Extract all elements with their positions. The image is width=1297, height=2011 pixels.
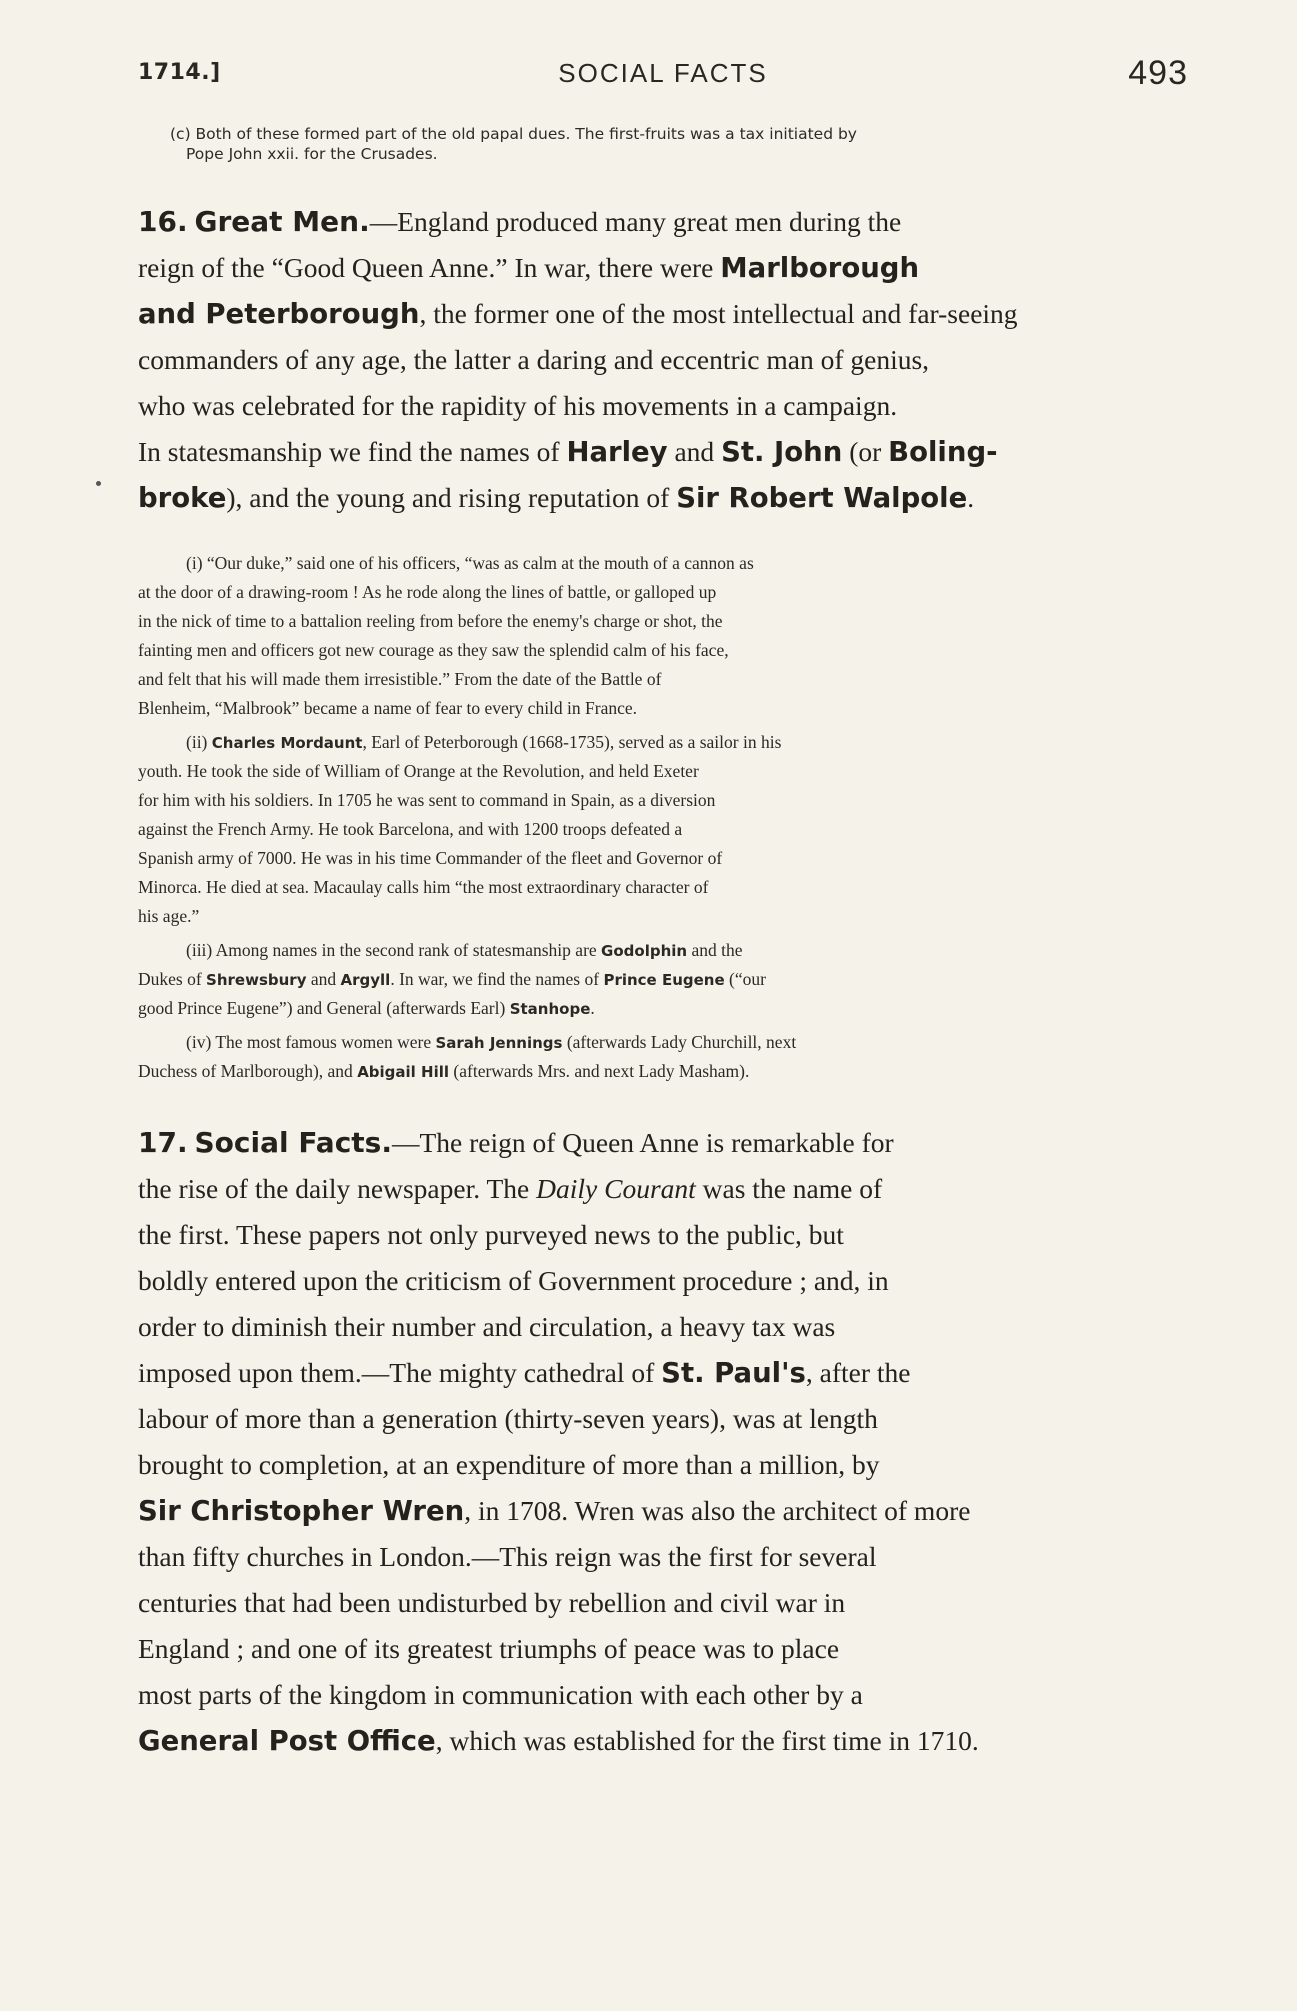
section16-line	[138, 481, 1188, 515]
section17-line: the first. These papers not only purveyed news to the public, but	[138, 1219, 844, 1250]
section17-number: 17.	[138, 1126, 188, 1159]
footnote-line: Spanish army of 7000. He was in his time Commander of the fleet and Governor of	[138, 848, 723, 868]
footnote-line: Minorca. He died at sea. Macaulay calls him “the most extraordinary character of	[138, 877, 709, 897]
section16-text: .	[967, 482, 975, 513]
section17-line	[138, 1494, 1188, 1528]
name-charles-mordaunt: Charles Mordaunt	[211, 734, 363, 752]
section17-text: imposed upon them.—The mighty cathedral of	[138, 1357, 662, 1388]
footnote-line	[138, 996, 1188, 1021]
footnote-line: in the nick of time to a battalion reeling from before the enemy's charge or shot, the	[138, 611, 723, 631]
top-note-line: (c) Both of these formed part of the old papal dues. The first-fruits was a tax initiated by	[170, 125, 857, 143]
name-peterborough: and Peterborough	[138, 298, 420, 330]
section17-line: brought to completion, at an expenditure of more than a million, by	[138, 1449, 880, 1480]
name-sarah-jennings: Sarah Jennings	[435, 1034, 563, 1052]
name-stanhope: Stanhope	[509, 1000, 591, 1018]
footnote-text: , Earl of Peterborough (1668-1735), served as a sailor in his	[362, 732, 782, 752]
section16-line	[138, 251, 1188, 285]
footnote-text: (ii)	[186, 732, 212, 752]
footnote-line: (i) “Our duke,” said one of his officers, “was as calm at the mouth of a cannon as	[186, 553, 754, 573]
section17-line	[138, 1126, 1188, 1160]
footnote-text: (iii) Among names in the second rank of statesmanship are	[186, 940, 602, 960]
section16-line	[138, 435, 1188, 469]
footnote-line: at the door of a drawing-room ! As he rode along the lines of battle, or galloped up	[138, 582, 717, 602]
footnote-text: .	[590, 998, 595, 1018]
section16-text: , the former one of the most intellectual and far-seeing	[419, 298, 1018, 329]
footnote-line: for him with his soldiers. In 1705 he was sent to command in Spain, as a diversion	[138, 790, 716, 810]
top-note-line: Pope John xxii. for the Crusades.	[186, 145, 438, 163]
running-header	[138, 52, 1188, 96]
section17-text: , in 1708. Wren was also the architect of more	[464, 1495, 971, 1526]
footnote-line	[186, 1030, 1188, 1055]
section17-text: —The reign of Queen Anne is remarkable for	[392, 1127, 894, 1158]
section17-text: the rise of the daily newspaper. The	[138, 1173, 537, 1204]
margin-dot	[96, 481, 101, 486]
footnote-line: fainting men and officers got new courage as they saw the splendid calm of his face,	[138, 640, 729, 660]
name-marlborough: Marlborough	[720, 252, 920, 284]
section16-line: commanders of any age, the latter a daring and eccentric man of genius,	[138, 344, 930, 375]
section16-text: ), and the young and rising reputation of	[226, 482, 677, 513]
section17-text: , which was established for the first time in 1710.	[435, 1725, 979, 1756]
section17-line: labour of more than a generation (thirty-seven years), was at length	[138, 1403, 878, 1434]
footnote-line	[138, 967, 1188, 992]
section16-number: 16.	[138, 205, 188, 238]
footnote-text: (“our	[724, 969, 766, 989]
section16-text: reign of the “Good Queen Anne.” In war, there were	[138, 252, 721, 283]
section17-line	[138, 1724, 1188, 1758]
header-year: 1714.]	[138, 60, 221, 85]
footnote-line: against the French Army. He took Barcelona, and with 1200 troops defeated a	[138, 819, 683, 839]
footnote-text: and	[306, 969, 341, 989]
title-daily-courant: Daily Courant	[536, 1173, 696, 1204]
footnote-line: and felt that his will made them irresistible.” From the date of the Battle of	[138, 669, 662, 689]
section17-line: order to diminish their number and circulation, a heavy tax was	[138, 1311, 836, 1342]
name-st-john: St. John	[721, 436, 843, 468]
name-abigail-hill: Abigail Hill	[357, 1063, 450, 1081]
name-bolingbroke: Boling-	[888, 436, 998, 468]
footnote-text: . In war, we find the names of	[390, 969, 604, 989]
section17-line: than fifty churches in London.—This reign was the first for several	[138, 1541, 877, 1572]
name-st-pauls: St. Paul's	[661, 1357, 806, 1389]
footnote-line	[186, 938, 1188, 963]
footnote-line	[138, 1059, 1188, 1084]
footnote-line: youth. He took the side of William of Orange at the Revolution, and held Exeter	[138, 761, 699, 781]
name-godolphin: Godolphin	[601, 942, 688, 960]
name-prince-eugene: Prince Eugene	[603, 971, 725, 989]
footnote-text: Dukes of	[138, 969, 207, 989]
footnote-text: (afterwards Lady Churchill, next	[562, 1032, 797, 1052]
footnote-text: (afterwards Mrs. and next Lady Masham).	[449, 1061, 750, 1081]
name-argyll: Argyll	[340, 971, 391, 989]
header-title: SOCIAL FACTS	[558, 58, 768, 88]
section17-text: was the name of	[695, 1173, 883, 1204]
section16-line: who was celebrated for the rapidity of his movements in a campaign.	[138, 390, 898, 421]
name-walpole: Sir Robert Walpole	[676, 482, 968, 514]
section17-line: England ; and one of its greatest triumphs of peace was to place	[138, 1633, 840, 1664]
footnote-line: Blenheim, “Malbrook” became a name of fear to every child in France.	[138, 698, 638, 718]
section17-line: boldly entered upon the criticism of Government procedure ; and, in	[138, 1265, 889, 1296]
name-general-post-office: General Post Office	[138, 1725, 436, 1757]
footnote-text: Duchess of Marlborough), and	[138, 1061, 358, 1081]
page-number: 493	[1128, 54, 1188, 92]
section16-text: —England produced many great men during the	[369, 206, 902, 237]
section17-line: centuries that had been undisturbed by rebellion and civil war in	[138, 1587, 846, 1618]
section17-line	[138, 1356, 1188, 1390]
section17-line: most parts of the kingdom in communication with each other by a	[138, 1679, 863, 1710]
section17-heading: Social Facts.	[194, 1126, 392, 1159]
footnote-line: his age.”	[138, 906, 200, 926]
name-shrewsbury: Shrewsbury	[206, 971, 307, 989]
name-bolingbroke-end: broke	[138, 482, 227, 514]
section16-text: In statesmanship we find the names of	[138, 436, 567, 467]
section17-text: , after the	[805, 1357, 911, 1388]
section16-line	[138, 205, 1188, 239]
footnote-text: and the	[687, 940, 743, 960]
section17-line	[138, 1172, 1188, 1206]
section16-line	[138, 297, 1188, 331]
footnote-line	[186, 730, 1188, 755]
name-christopher-wren: Sir Christopher Wren	[138, 1495, 465, 1527]
section16-heading: Great Men.	[194, 205, 370, 238]
section16-text: and	[667, 436, 722, 467]
section16-text: (or	[842, 436, 889, 467]
footnote-text: good Prince Eugene”) and General (afterwards Earl)	[138, 998, 510, 1018]
footnote-text: (iv) The most famous women were	[186, 1032, 436, 1052]
name-harley: Harley	[566, 436, 668, 468]
